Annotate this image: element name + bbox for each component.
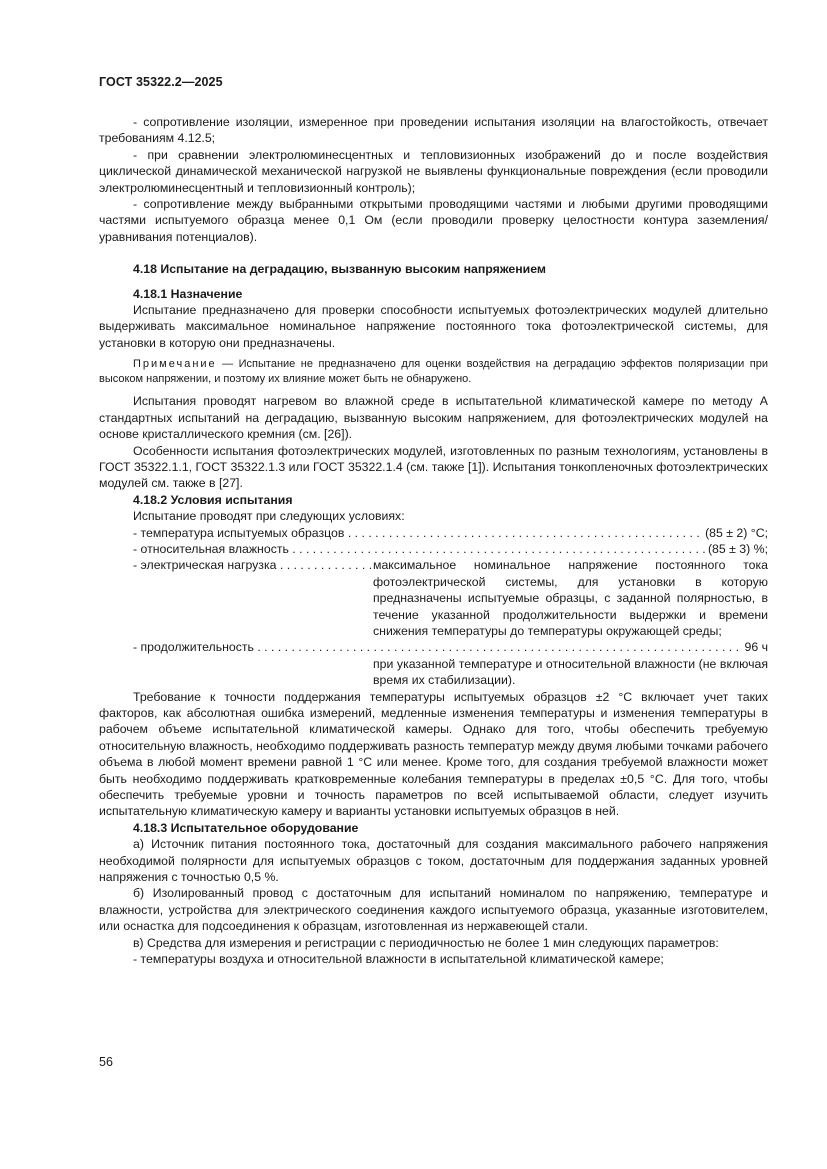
list-item: - сопротивление изоляции, измеренное при проведении испытания изоляции на влагостойкость, отвечает требованиям 4.12.5; <box>99 115 768 146</box>
paragraph: Испытание предназначено для проверки способности испытуемых фотоэлектрических модулей длительно выдерживать максимальное номинальное напряжение постоянного тока фотоэлектрической системы, для установки в которую они предназначены. <box>99 303 768 350</box>
list-item: а) Источник питания постоянного тока, достаточный для создания максимального рабочего напряжения необходимой полярности для испытуемых образцов с током, достаточным для поддержания заданных уровней напряжения с точностью 0,5 %. <box>99 837 768 885</box>
list-item: - при сравнении электролюминесцентных и тепловизионных изображений до и после воздействия циклической динамической механической нагрузкой не выявлены функциональные повреждения (если проводили электролюминесцентный и тепловизионный контроль); <box>99 147 768 195</box>
condition-load <box>133 557 768 639</box>
paragraph: Требование к точности поддержания температуры испытуемых образцов ±2 °С включает учет таких факторов, как абсолютная ошибка измерений, медленные изменения температуры и изменения температуры в рабочем объеме испытательной климатической камеры. Однако для того, чтобы обеспечить требуемую относительную влажность, необходимо поддерживать разность температур между двумя любыми точками рабочего объема в любой момент времени равной 1 °С или менее. Кроме того, для создания требуемой влажности может быть необходимо поддерживать кратковременные колебания температуры в пределах ±0,5 °С. Для того, чтобы обеспечить требуемые уровни и точность параметров по всей испытываемой области, следует изучить испытательную климатическую камеру и варианты установки испытуемых образцов в ней. <box>99 689 768 819</box>
condition-duration-note: при указанной температуре и относительной влажности (не включая время их стабилизации). <box>373 656 768 688</box>
list-item: - сопротивление между выбранными открытыми проводящими частями и любыми другими проводящими частями испытуемого образца менее 0,1 Ом (если проводили проверку целостности контура заземления/уравнивания потенциалов). <box>99 197 768 244</box>
page-number: 56 <box>99 1055 113 1069</box>
section-heading-4-18-2: 4.18.2 Условия испытания <box>133 492 293 507</box>
condition-label: - температура испытуемых образцов <box>133 525 345 540</box>
list-item: в) Средства для измерения и регистрации с периодичностью не более 1 мин следующих параметров: <box>133 935 719 950</box>
note-label: Примечание <box>133 358 217 371</box>
section-heading-4-18: 4.18 Испытание на деградацию, вызванную высоким напряжением <box>133 262 546 277</box>
paragraph: Испытание проводят при следующих условиях: <box>133 509 405 524</box>
condition-value: максимальное номинальное напряжение постоянного тока фотоэлектрической системы, для установки в которую предназначены испытуемые образцы, с заданной полярностью, в течение указанной продолжительности выдержки и времени снижения температуры до температуры окружающей среды; <box>373 558 768 638</box>
condition-value: (85 ± 3) %; <box>707 541 768 556</box>
note <box>99 357 768 387</box>
page-header: ГОСТ 35322.2—2025 <box>99 75 223 89</box>
note-text: — Испытание не предназначено для оценки воздействия на деградацию эффектов поляризации при высоком напряжении, и поэтому их влияние может быть не обнаружено. <box>99 358 768 386</box>
paragraph: Испытания проводят нагревом во влажной среде в испытательной климатической камере по методу А стандартных испытаний на деградацию, вызванную высоким напряжением, для фотоэлектрических модулей на основе кристаллического кремния (см. [26]). <box>99 394 768 442</box>
condition-label: - относительная влажность <box>133 541 289 556</box>
condition-value: (85 ± 2) °С; <box>705 525 768 540</box>
section-heading-4-18-1: 4.18.1 Назначение <box>133 286 243 301</box>
page-content <box>99 114 768 967</box>
list-item: б) Изолированный провод с достаточным для испытаний номиналом по напряжению, температуре и влажности, устройства для электрического соединения каждого испытуемого образца, указанные изготовителем, или оснастка для подсоединения к образцам, изготовленная из нержавеющей стали. <box>99 886 768 934</box>
paragraph: Особенности испытания фотоэлектрических модулей, изготовленных по разным технологиям, установлены в ГОСТ 35322.1.1, ГОСТ 35322.1.3 или ГОСТ 35322.1.4 (см. также [1]). Испытания тонкопленочных фотоэлектрических модулей см. также в [27]. <box>99 443 768 491</box>
condition-label: - электрическая нагрузка <box>133 558 277 573</box>
section-heading-4-18-3: 4.18.3 Испытательное оборудование <box>133 820 359 835</box>
condition-humidity <box>133 541 768 557</box>
condition-label: - продолжительность <box>133 640 254 655</box>
condition-duration <box>133 639 768 655</box>
condition-temperature <box>133 525 768 541</box>
list-item: - температуры воздуха и относительной влажности в испытательной климатической камере; <box>133 952 664 967</box>
condition-value: 96 ч <box>744 640 768 655</box>
